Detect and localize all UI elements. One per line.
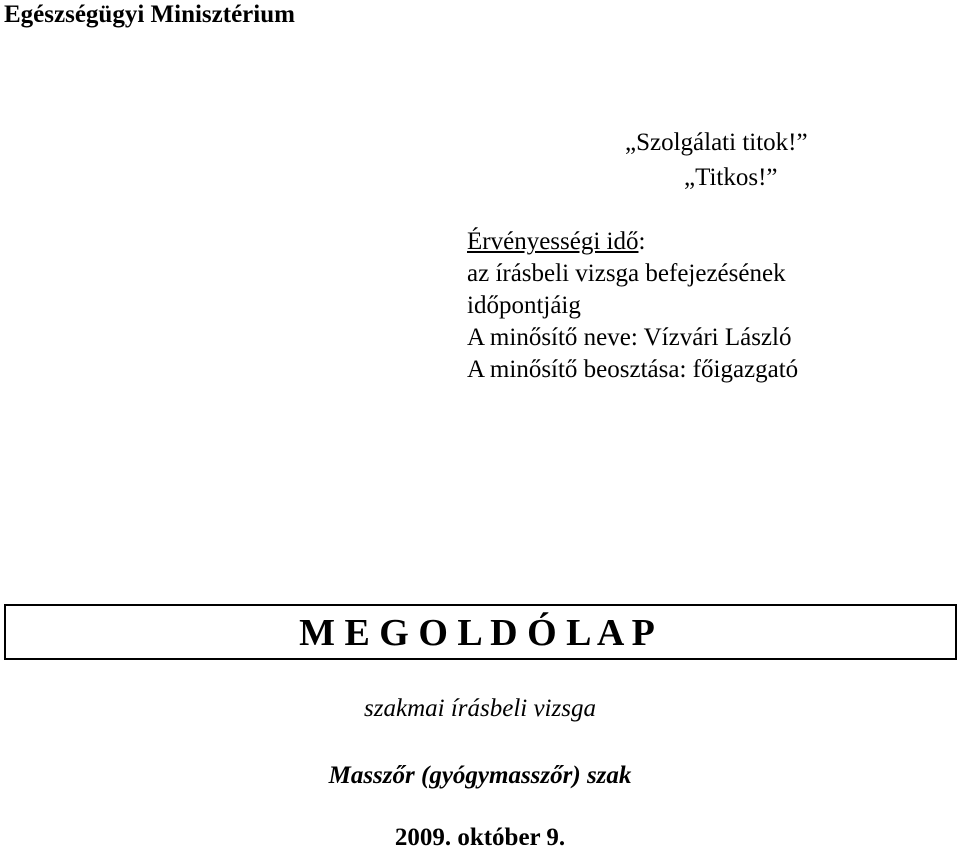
exam-date: 2009. október 9.: [394, 824, 566, 851]
validity-line-until: időpontjáig: [467, 292, 581, 319]
classifier-position: A minősítő beosztása: főigazgató: [467, 356, 799, 383]
speciality: Masszőr (gyógymasszőr) szak: [328, 762, 632, 789]
ministry-name: Egészségügyi Minisztérium: [4, 1, 295, 28]
document-title: [0, 610, 960, 656]
classification-service-secret: „Szolgálati titok!”: [625, 129, 808, 156]
validity-block: [467, 226, 798, 386]
validity-line-exam-end: az írásbeli vizsga befejezésének: [467, 260, 786, 287]
document-title-text: M E G O L D Ó L A P: [299, 612, 655, 654]
validity-label-line: [467, 226, 798, 258]
exam-type: szakmai írásbeli vizsga: [364, 695, 596, 722]
validity-label: Érvényességi idő: [467, 228, 639, 255]
validity-label-colon: :: [638, 228, 646, 255]
classification-secret: „Titkos!”: [684, 164, 778, 191]
classifier-name: A minősítő neve: Vízvári László: [467, 324, 792, 351]
